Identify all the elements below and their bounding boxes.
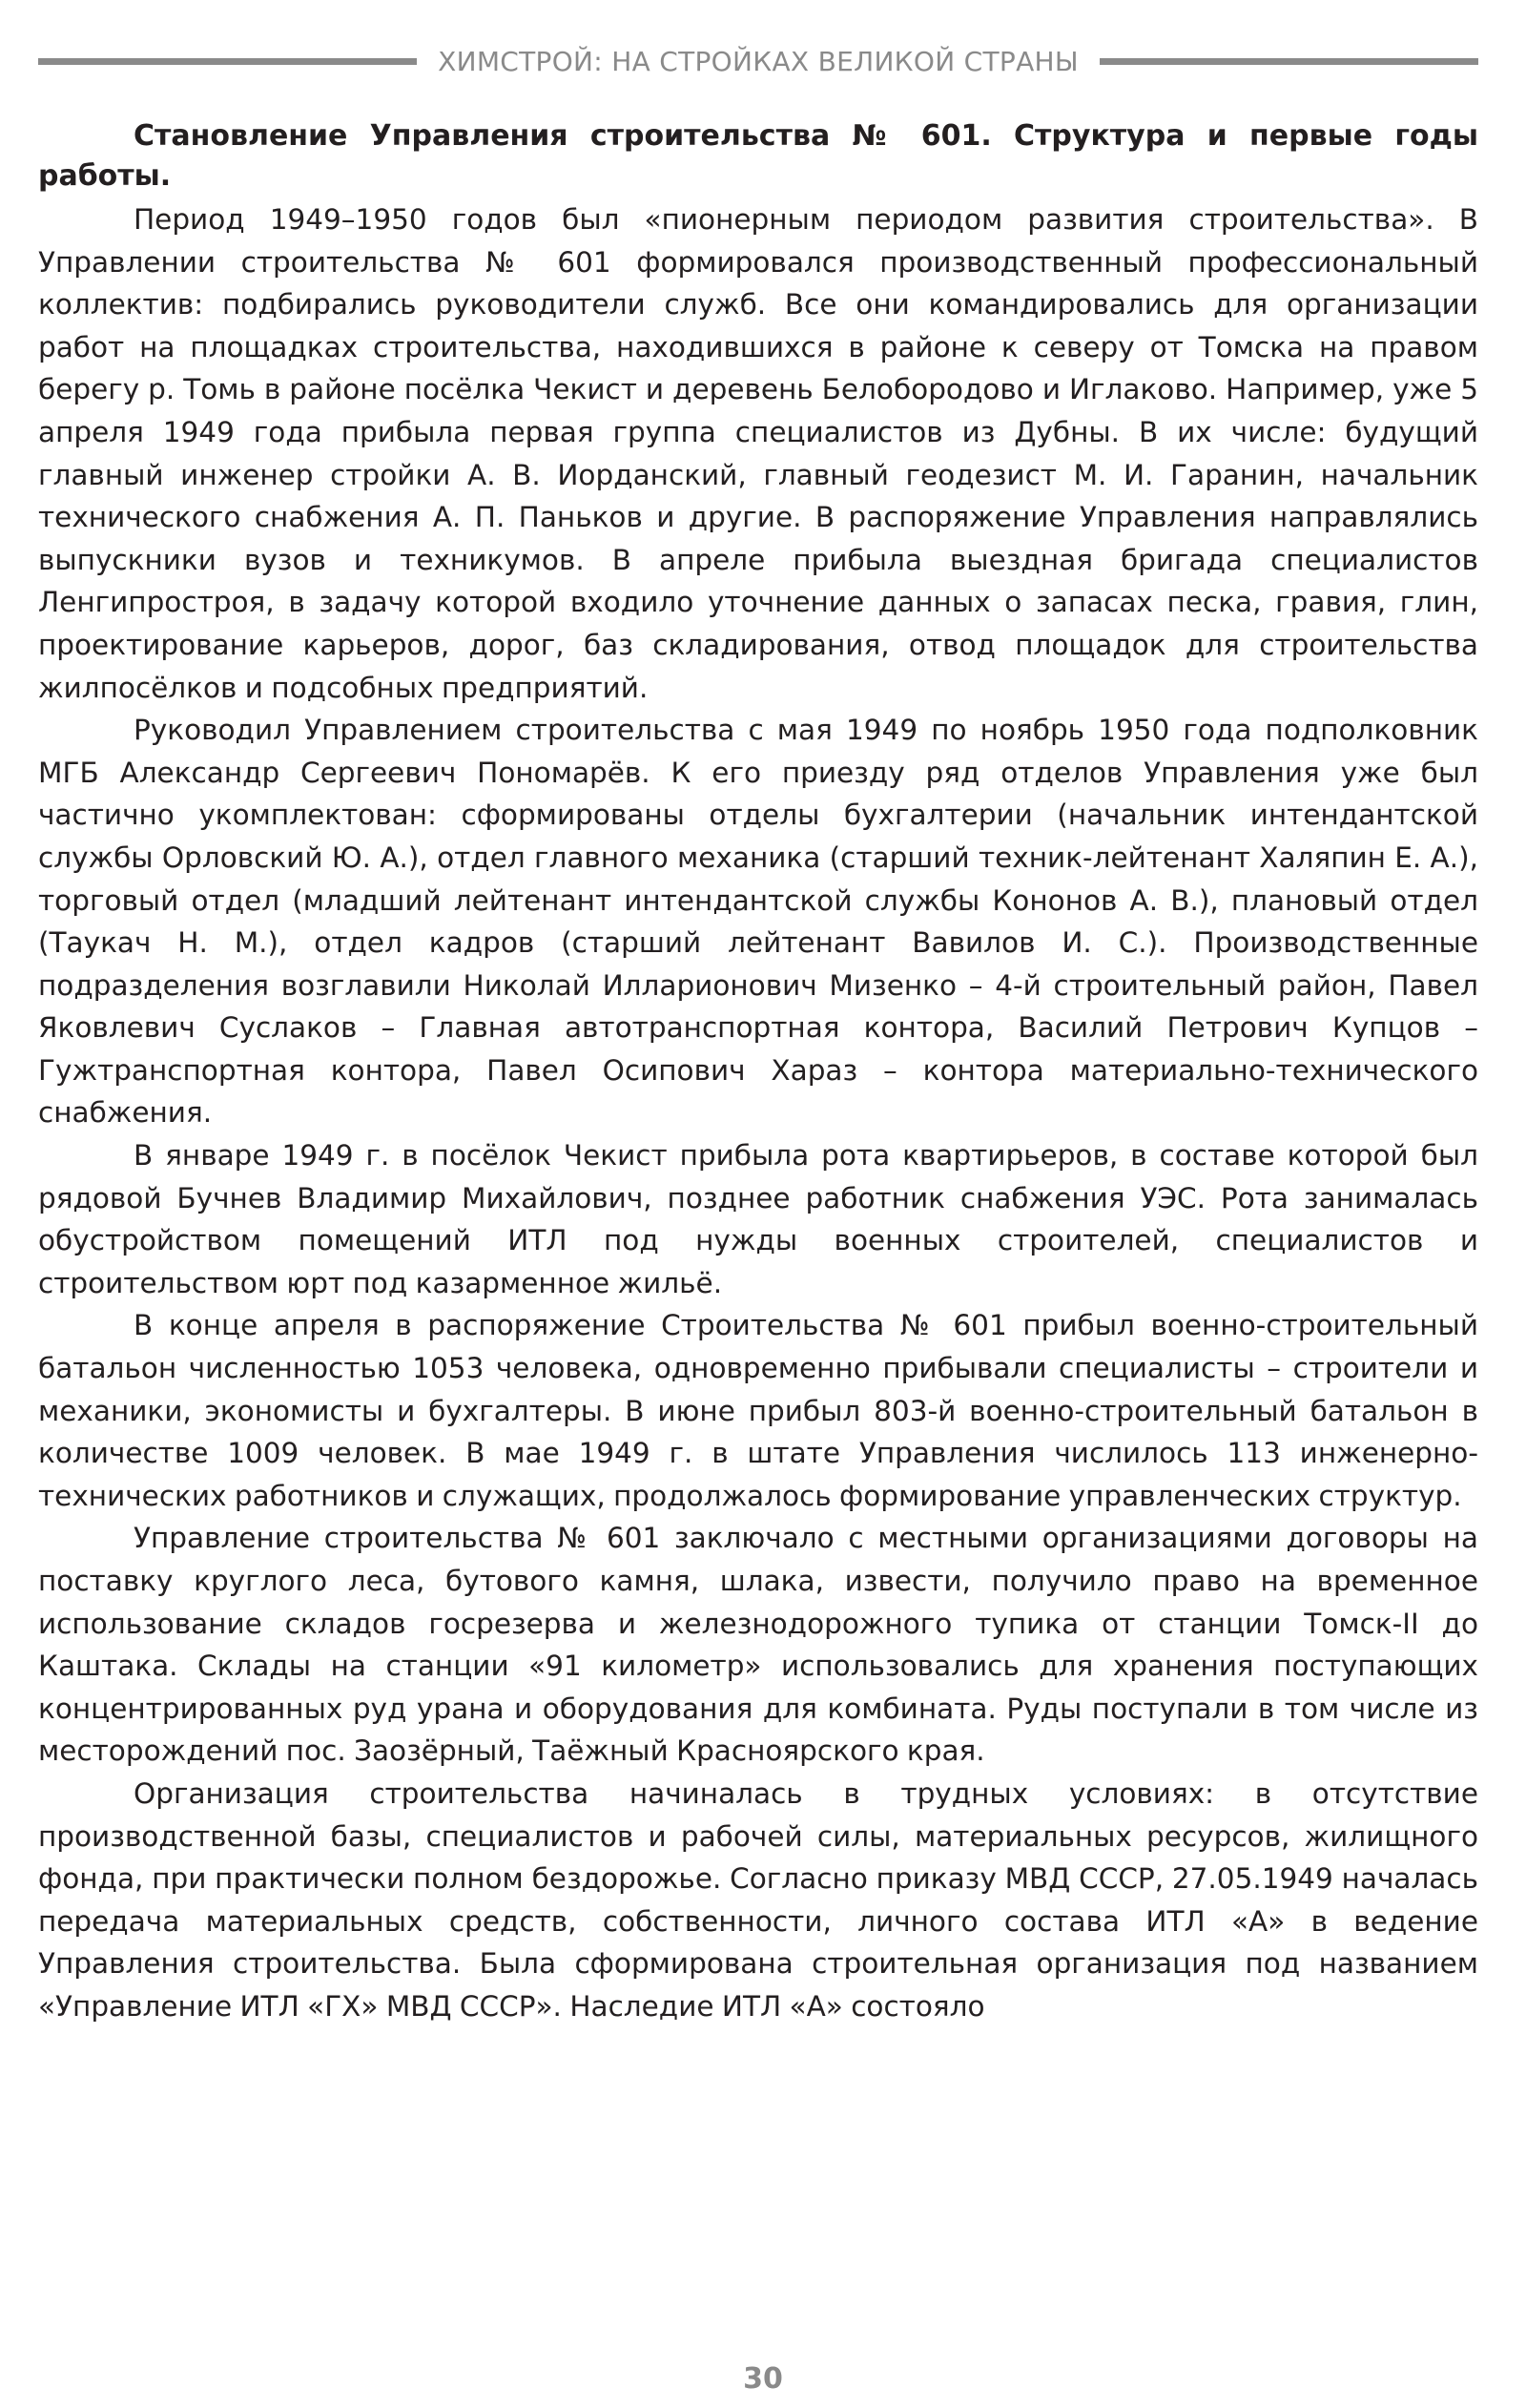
header-rule-right xyxy=(1100,58,1478,65)
header-rule-left xyxy=(38,58,417,65)
paragraph-4: В конце апреля в распоряжение Строительства № 601 прибыл военно-строительный батальон численностью 1053 человека, одновременно прибывали специалисты – строители и механики, экономисты и бухгалтеры. В июне прибыл 803-й военно-строительный батальон в количестве 1009 человек. В мае 1949 г. в штате Управления числилось 113 инженерно-технических работников и служащих, продолжалось формирование управленческих структур. xyxy=(38,1309,1478,1512)
paragraph-2: Руководил Управлением строительства с мая 1949 по ноябрь 1950 года подполковник МГБ Александр Сергеевич Пономарёв. К его приезду ряд отделов Управления уже был частично укомплектован: сформированы отделы бухгалтерии (начальник интендантской службы Орловский Ю. А.), отдел главного механика (старший техник-лейтенант Халяпин Е. А.), торговый отдел (младший лейтенант интендантской службы Кононов А. В.), плановый отдел (Таукач Н. М.), отдел кадров (старший лейтенант Вавилов И. С.). Производственные подразделения возглавили Николай Илларионович Мизенко – 4-й строительный район, Павел Яковлевич Суслаков – Главная автотранспортная контора, Василий Петрович Купцов – Гужтранспортная контора, Павел Осипович Хараз – контора материально-технического снабжения. xyxy=(38,714,1478,1130)
page-number: 30 xyxy=(743,2362,783,2396)
paragraph-3: В январе 1949 г. в посёлок Чекист прибыла рота квартирьеров, в составе которой был рядовой Бучнев Владимир Михайлович, позднее работник снабжения УЭС. Рота занималась обустройством помещений ИТЛ под нужды военных строителей, специалистов и строительством юрт под казарменное жильё. xyxy=(38,1139,1478,1299)
running-header xyxy=(38,42,1478,80)
section-heading: Становление Управления строительства № 601. Структура и первые годы работы. xyxy=(38,119,1478,193)
paragraph-5: Управление строительства № 601 заключало с местными организациями договоры на поставку круглого леса, бутового камня, шлака, извести, получило право на временное использование складов госрезерва и железнодорожного тупика от станции Томск-II до Каштака. Склады на станции «91 километр» использовались для хранения поступающих концентрированных руд урана и оборудования для комбината. Руды поступали в том числе из месторождений пос. Заозёрный, Таёжный Красноярского края. xyxy=(38,1522,1478,1768)
paragraph-6: Организация строительства начиналась в трудных условиях: в отсутствие производственной базы, специалистов и рабочей силы, материальных ресурсов, жилищного фонда, при практически полном бездорожье. Согласно приказу МВД СССР, 27.05.1949 началась передача материальных средств, собственности, личного состава ИТЛ «А» в ведение Управления строительства. Была сформирована строительная организация под названием «Управление ИТЛ «ГХ» МВД СССР». Наследие ИТЛ «А» состояло xyxy=(38,1776,1478,2023)
running-title: ХИМСТРОЙ: НА СТРОЙКАХ ВЕЛИКОЙ СТРАНЫ xyxy=(438,45,1079,77)
page-body xyxy=(38,116,1478,2028)
paragraph-1: Период 1949–1950 годов был «пионерным периодом развития строительства». В Управлении строительства № 601 формировался производственный профессиональный коллектив: подбирались руководители служб. Все они командировались для организации работ на площадках строительства, находившихся в районе к северу от Томска на правом берегу р. Томь в районе посёлка Чекист и деревень Белобородово и Иглаково. Например, уже 5 апреля 1949 года прибыла первая группа специалистов из Дубны. В их числе: будущий главный инженер стройки А. В. Иорданский, главный геодезист М. И. Гаранин, начальник технического снабжения А. П. Паньков и другие. В распоряжение Управления направлялись выпускники вузов и техникумов. В апреле прибыла выездная бригада специалистов Ленгипростроя, в задачу которой входило уточнение данных о запасах песка, гравия, глин, проектирование карьеров, дорог, баз складирования, отвод площадок для строительства жилпосёлков и подсобных предприятий. xyxy=(38,203,1478,704)
